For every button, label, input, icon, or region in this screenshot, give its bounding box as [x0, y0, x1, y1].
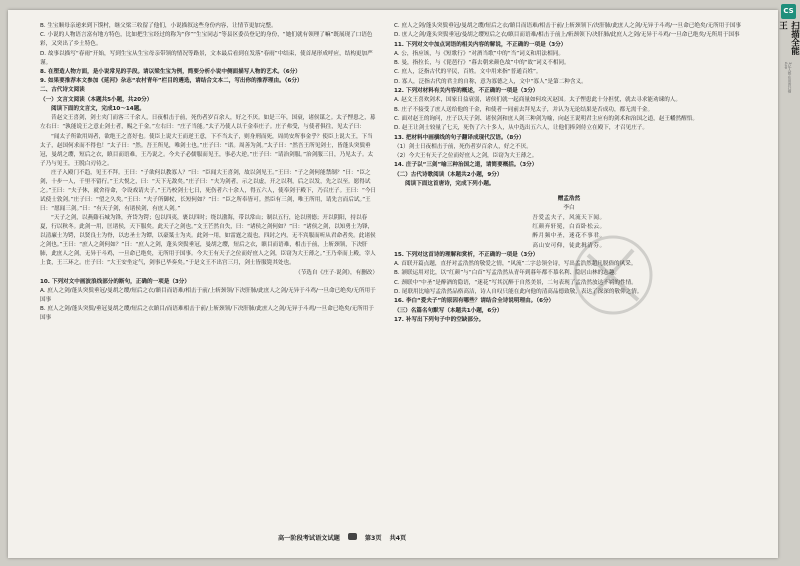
page-number: 第3页 [364, 535, 382, 542]
left-paragraph: B. 庶人之剑/蓬头突鬓/垂冠曼胡之缨/短后之衣瞋目/而语难相击于前/上斩颈领/下决肝肺/此庶人之剑/无异于斗鸡/一旦命已绝矣/无所用于国事 [40, 306, 374, 322]
exam-title: 高一阶段考试语文试题 [278, 535, 340, 542]
left-paragraph: C. 小说的人物语言富有地方特色，比如把生宝经过的称为“你”“生宝同志”等县区委员登记的身份，“她们就有领理了嘛”既展现了口语色彩，又突出了乡土特色。 [40, 32, 373, 48]
right-paragraph: 13. 把材料中画横线的句子翻译成现代汉语。（8分） [394, 134, 525, 141]
right-paragraph: D. 庶人之剑/蓬头突鬓垂冠/曼胡之缨短后之衣/瞋目而语难/相击于前上/斩颈领下/决肝肺/此庶人之剑/无异于斗鸡/一旦命已绝矣/无所用于国事 [394, 32, 740, 39]
left-paragraph: 8. 在塑造人物方面，是小说常见的手段。请以梁生宝为例，简要分析小说中侧面描写人物的艺术。（6分） [40, 68, 301, 75]
right-column [394, 22, 744, 325]
right-paragraph: 16. 李白“爱夫子”的原因有哪些？请结合全诗说明理由。（6分） [394, 298, 555, 305]
right-paragraph: 阅读下面这首唐诗，完成下列小题。 [405, 181, 495, 188]
left-paragraph: “天子之剑，以燕谿石城为锋，齐岱为锷；包以四夷，裹以四时；绕以渤海，带以常山；制以五行，论以刑德；开以阴阳，持以春夏，行以秋冬。此剑一用，匡诸侯，天下服矣。此天子之剑也。”文王芒然自失，曰：“诸侯之剑何如？”曰：“诸侯之剑，以知勇士为锋，以清廉士为锷，以贤良士为脊，以忠圣士为镡，以豪桀士为夹。此剑一用，如雷霆之震也，四封之内，无不宾服而听从君命者矣。此诸侯之剑也。”王曰：“庶人之剑何如？”曰：“庶人之剑，蓬头突鬓垂冠，曼胡之缨，短后之衣，瞋目而语难，相击于前，上斩颈领，下决肝肺，此庶人之剑，无异于斗鸡，一旦命已绝矣，无所用于国事。今大王有天子之位而好庶人之剑，臣窃为大王薄之。”王乃牵而上殿，宰人上食，王三环之。庄子曰：“大王安坐定气，剑事已毕奏矣。”于是文王不出宫三月，剑士皆服毙其处也。 [40, 215, 376, 267]
right-paragraph: （2）今大王有天子之位而好庶人之剑，臣窃为大王薄之。 [394, 153, 538, 160]
right-paragraph: C. 面对赵王的询问，庄子以天子剑、诸侯剑和庶人剑三种剑为喻，向赵王说明君主应有的剑术和治国之道，赵王幡然醒悟。 [394, 115, 698, 122]
right-paragraph: （二）古代诗歌阅读（本题共2小题，9分） [394, 171, 503, 178]
right-paragraph: B. 曼，指拉长，与《琵琶行》“暮去朝来颜色故”中的“故”词义不相同。 [394, 60, 570, 67]
scanner-app-logo [779, 4, 798, 99]
left-paragraph: A. 庶人之剑/蓬头突鬓垂冠/曼胡之缨/短后之衣/瞋目而语难/相击于前/上斩颈领/下决肝肺/此庶人之剑/无异于斗鸡/一旦命已绝矣/无所用于国事 [40, 288, 376, 304]
right-paragraph: A. 首联开篇点题，直抒对孟浩然的敬爱之情，“风流”二字总领全诗，写出孟浩然超凡脱俗的风采。 [394, 261, 637, 268]
right-paragraph: D. 寡人，泛指古代的君主的自称，意为寡德之人，文中“寡人”是第二种含义。 [394, 78, 587, 85]
right-paragraph: B. 庄子不接受了庶人送给他的千金，和使者一同前去拜见太子，并认为无论结果是否成功，都无需千金。 [394, 106, 654, 113]
right-paragraph: D. 尾联用比喻写孟浩然品格高洁，诗人自叹只能在此向他的清高品德致敬，表达了深深的敬仰之情。 [394, 289, 643, 296]
right-paragraph: A. 公，指应该，与《短歌行》“对酒当歌”中的“当”词义和用法相同。 [394, 50, 564, 57]
right-paragraph: （1）剑士日夜相击于前，死伤者岁百余人，好之不厌。 [394, 143, 532, 150]
page-footer [278, 533, 498, 542]
left-paragraph: （一）文言文阅读（本题共5小题，共20分） [40, 96, 153, 103]
right-paragraph: D. 赵王让剑士较量了七天，死伤了六十多人，从中选出五六人，让他们捧剑侍立在殿下，才召见庄子。 [394, 125, 648, 132]
left-paragraph: 阅读下面的文言文，完成10～14题。 [51, 106, 145, 113]
right-paragraph: C. 颈联中“中圣”是醉酒的隐语，“迷花”写其沉醉于自然美景，二句表现了孟浩然放达不羁的性情。 [394, 279, 637, 286]
footer-badge-icon [348, 533, 357, 540]
left-paragraph: （节选自《庄子·说剑》，有删改） [295, 269, 378, 276]
left-paragraph: 昔赵文王喜剑，剑士夹门而客三千余人，日夜相击于前，死伤者岁百余人，好之不厌。如是三年，国衰，诸侯谋之。太子悝患之，募左右曰：“孰能说王之意止剑士者，赐之千金。”左右曰：“庄子当能。”太子乃使人以千金奉庄子。庄子弗受，与使者俱往，见太子曰： [40, 115, 376, 131]
left-paragraph: 二、古代诗文阅读 [40, 87, 85, 94]
right-paragraph: 李白 [563, 205, 575, 212]
right-paragraph: 14. 庄子以“三剑”喻三种治国之道，请简要概括。（3分） [394, 162, 538, 169]
app-name: 扫描全能王 [777, 20, 800, 55]
exam-paper [8, 10, 778, 558]
right-paragraph: 吾爱孟夫子，风流天下闻。 [532, 214, 606, 221]
right-paragraph: A. 赵文王喜欢剑术，国家日益衰弱，诸侯们就一起商量如何攻灭赵国。太子悝患此十分担忧，就去寻求能劝谏的人。 [394, 97, 681, 104]
right-paragraph: C. 庶人之剑/蓬头突鬓垂冠/曼胡之缨/短后之衣/瞋目而语难/相击于前/上斩颈领下/决肝肺/此庶人之剑/无异于斗鸡/一旦命已绝矣/无所用于国事 [394, 23, 742, 29]
cs-logo-icon: CS [781, 4, 796, 19]
right-paragraph: 醉月频中圣，迷花不事君。 [532, 233, 606, 240]
right-paragraph: 15. 下列对这首诗的理解和赏析，不正确的一项是（3分） [394, 251, 539, 258]
right-paragraph: 红颜弃轩冕，白首卧松云。 [532, 223, 606, 230]
right-paragraph: 赠孟浩然 [557, 196, 581, 203]
page-total: 共4页 [389, 535, 407, 542]
app-tagline: 3亿人都在用的扫描App [784, 61, 792, 94]
right-paragraph: 高山安可仰，徒此揖清芬。 [532, 242, 606, 249]
right-paragraph: （三）名篇名句默写（本题共1小题，6分） [394, 307, 503, 314]
right-paragraph: 12. 下列对材料有关内容的概述，不正确的一项是（3分） [394, 88, 539, 95]
right-paragraph: 17. 补写出下列句子中的空缺部分。 [394, 316, 485, 323]
left-paragraph: “闻太子所欲用周者，欲绝王之喜好也。使臣上说大王而逆王意，下不当太子，则身刑而死，周尚安所事金乎？使臣上说大王，下当太子，赵国何求而不得也！”太子曰：“然。吾王所见，唯剑士也。”庄子曰：“诺。周善为剑。”太子曰：“然吾王所见剑士，皆蓬头突鬓垂冠，曼胡之缨，短后之衣，瞋目而语难，王乃说之。今夫子必儒服而见王，事必大逆。”庄子曰：“请治剑服。”治剑服三日，乃见太子。太子乃与见王，王脱白刃待之。 [40, 133, 374, 167]
left-paragraph: D. 故事以描写“春雨”开始，写到生宝从生宝母亲带领的情况等路景，文本最后看到在发落“春雨”中结束，使首尾形成呼应，结构更加严谨。 [40, 50, 373, 66]
left-paragraph: 9. 如果要推荐本文参加《延河》杂志“农村青年”栏目的遴选，请结合文本二，写出你的推荐理由。（6分） [40, 78, 303, 85]
left-paragraph: B. 生宝顺母亲递来到下馍村，继父梁三收留了他们，小说描叙这些身份内容，让情节更加完整。 [40, 23, 277, 29]
right-paragraph: B. 颔联运用对比，以“红颜”与“白首”写孟浩然从青年到暮年都不慕名利、隐居山林的志趣。 [394, 270, 620, 277]
right-paragraph: C. 庶人，泛指古代的平民，百姓。文中用来指“普通百姓”。 [394, 69, 542, 76]
left-paragraph: 10. 下列对文中画波浪线部分的断句，正确的一项是（3分） [40, 278, 190, 285]
left-paragraph: 庄子入殿门不趋，见王不拜。王曰：“子欲何以教寡人？”曰：“臣闻大王喜剑，故以剑见王。”王曰：“子之剑何能禁制？”曰：“臣之剑，十步一人，千里不留行。”王大悦之，曰：“天下无敌矣。”庄子曰：“夫为剑者，示之以虚，开之以利，后之以发，先之以至。愿得试之。”王曰：“夫子休，就舍待命，令设戏请夫子。”王乃校剑士七日，死伤者六十余人，得五六人，使奉剑于殿下，乃召庄子。王曰：“今日试使士敦剑。”庄子曰：“望之久矣。”王曰：“夫子所御杖，长短何如？”曰：“臣之所奉皆可。然臣有三剑，唯王所用，请先言而后试。”王曰：“愿闻三剑。”曰：“有天子剑，有诸侯剑，有庶人剑。” [40, 169, 377, 212]
left-column [40, 22, 378, 324]
right-paragraph: 11. 下列对文中加点词语的相关内容的解说，不正确的一项是（3分） [394, 41, 567, 48]
